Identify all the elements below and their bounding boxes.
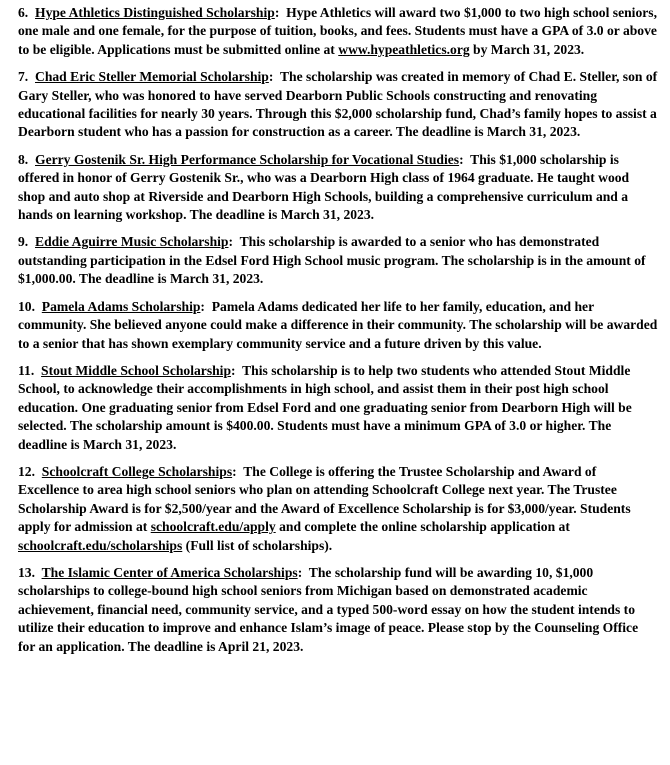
- entry-number: 11.: [18, 362, 35, 378]
- web-link[interactable]: schoolcraft.edu/apply: [150, 519, 276, 535]
- scholarship-name: Eddie Aguirre Music Scholarship: [35, 234, 229, 250]
- entry-description: Hype Athletics will award two $1,000 to two high school seniors, one male and one female, for the purpose of tuition, books, and fees. Students must have a GPA of 3.0 or above to be eligible. Applications must be submitted online at: [18, 5, 657, 57]
- entry-description: by March 31, 2023.: [469, 41, 585, 57]
- entry-number: 8.: [18, 151, 29, 167]
- web-link[interactable]: www.hypeathletics.org: [338, 41, 470, 57]
- entry-description: Pamela Adams dedicated her life to her family, education, and her community. She believed anyone could make a difference in their community. The scholarship will be awarded to a senior that has shown exemplary community service and a future driven by this value.: [18, 298, 658, 351]
- entry-description: This $1,000 scholarship is offered in honor of Gerry Gostenik Sr., who was a Dearborn High class of 1964 graduate. He taught wood shop and auto shop at Riverside and Dearborn High Schools, building a comprehensive curriculum and a hands on learning workshop. The deadline is March 31, 2023.: [18, 151, 630, 223]
- entry-description: (Full list of scholarships).: [182, 537, 333, 553]
- entry-description: This scholarship is to help two students who attended Stout Middle School, to acknowledge their accomplishments in high school, and assist them in their post high school education. One graduating senior from Edsel Ford and one graduating senior from Dearborn High will be selected. The scholarship amount is $400.00. Students must have a minimum GPA of 3.0 or higher. The deadline is March 31, 2023.: [18, 362, 632, 452]
- scholarship-entry: 9. Eddie Aguirre Music Scholarship: This scholarship is awarded to a senior who has demonstrated outstanding participation in the Edsel Ford High School music program. The scholarship is in the amount of $1,000.00. The deadline is March 31, 2023.: [18, 234, 646, 287]
- entry-number: 10.: [18, 298, 35, 314]
- scholarship-name: The Islamic Center of America Scholarships: [41, 564, 298, 580]
- entry-number: 6.: [18, 5, 29, 20]
- entry-description: The College is offering the Trustee Scholarship and Award of Excellence to area high school seniors who plan on attending Schoolcraft College next year. The Trustee Scholarship Award is for $2,500/year and the Award of Excellence Scholarship is for $3,000/year. Students apply for admission at: [18, 463, 631, 535]
- scholarship-name: Chad Eric Steller Memorial Scholarship: [35, 69, 269, 85]
- entry-description: The scholarship fund will be awarding 10, $1,000 scholarships to college-bound high school seniors from Michigan based on demonstrated academic achievement, financial need, community service, and a typed 500-word essay on how the student intends to utilize their education to improve and enhance Islam’s image of peace. Please stop by the Counseling Office for an application. The deadline is April 21, 2023.: [18, 564, 639, 654]
- scholarship-entry: 10. Pamela Adams Scholarship: Pamela Adams dedicated her life to her family, education, and her community. She believed anyone could make a difference in their community. The scholarship will be awarded to a senior that has shown exemplary community service and a future driven by this value.: [18, 298, 658, 351]
- scholarship-name: Pamela Adams Scholarship: [41, 298, 201, 314]
- entry-number: 7.: [18, 69, 29, 85]
- scholarship-entry: 7. Chad Eric Steller Memorial Scholarship: The scholarship was created in memory of Chad E. Steller, son of Gary Steller, who was honored to have served Dearborn Public Schools constructing and renovating educational facilities for nearly 30 years. Through this $2,000 scholarship fund, Chad’s family hopes to assist a Dearborn student who has a passion for construction as a career. The deadline is March 31, 2023.: [18, 69, 658, 140]
- entry-description: The scholarship was created in memory of Chad E. Steller, son of Gary Steller, who was honored to have served Dearborn Public Schools constructing and renovating educational facilities for nearly 30 years. Through this $2,000 scholarship fund, Chad’s family hopes to assist a Dearborn student who has a passion for construction as a career. The deadline is March 31, 2023.: [18, 69, 658, 140]
- scholarship-entry: 13. The Islamic Center of America Scholarships: The scholarship fund will be awarding 10, $1,000 scholarships to college-bound high school seniors from Michigan based on demonstrated academic achievement, financial need, community service, and a typed 500-word essay on how the student intends to utilize their education to improve and enhance Islam’s image of peace. Please stop by the Counseling Office for an application. The deadline is April 21, 2023.: [18, 564, 639, 654]
- scholarship-entry: 6. Hype Athletics Distinguished Scholarship: Hype Athletics will award two $1,000 to two high school seniors, one male and one female, for the purpose of tuition, books, and fees. Students must have a GPA of 3.0 or above to be eligible. Applications must be submitted online at www.hypeathletics.org by March 31, 2023.: [18, 5, 657, 57]
- scholarship-entry: 8. Gerry Gostenik Sr. High Performance Scholarship for Vocational Studies: This $1,000 scholarship is offered in honor of Gerry Gostenik Sr., who was a Dearborn High class of 1964 graduate. He taught wood shop and auto shop at Riverside and Dearborn High Schools, building a comprehensive curriculum and a hands on learning workshop. The deadline is March 31, 2023.: [18, 151, 630, 223]
- scholarship-name: Schoolcraft College Scholarships: [41, 463, 233, 479]
- entry-description: and complete the online scholarship application at: [275, 519, 570, 535]
- scholarship-name: Gerry Gostenik Sr. High Performance Scholarship for Vocational Studies: [35, 151, 460, 167]
- entry-number: 13.: [18, 564, 35, 580]
- scholarship-name: Stout Middle School Scholarship: [41, 362, 232, 378]
- scholarship-entry: 12. Schoolcraft College Scholarships: The College is offering the Trustee Scholarship and Award of Excellence to area high school seniors who plan on attending Schoolcraft College next year. The Trustee Scholarship Award is for $2,500/year and the Award of Excellence Scholarship is for $3,000/year. Students apply for admission at schoolcraft.edu/apply and complete the online scholarship application at schoolcraft.edu/scholarships (Full list of scholarships).: [18, 463, 631, 553]
- web-link[interactable]: schoolcraft.edu/scholarships: [18, 537, 183, 553]
- entry-number: 12.: [18, 463, 35, 479]
- entry-description: This scholarship is awarded to a senior who has demonstrated outstanding participation in the Edsel Ford High School music program. The scholarship is in the amount of $1,000.00. The deadline is March 31, 2023.: [18, 234, 646, 287]
- scholarship-list: [18, 4, 658, 656]
- scholarship-entry: 11. Stout Middle School Scholarship: This scholarship is to help two students who attended Stout Middle School, to acknowledge their accomplishments in high school, and assist them in their post high school education. One graduating senior from Edsel Ford and one graduating senior from Dearborn High will be selected. The scholarship amount is $400.00. Students must have a minimum GPA of 3.0 or higher. The deadline is March 31, 2023.: [18, 362, 632, 452]
- entry-number: 9.: [18, 234, 29, 250]
- scholarship-name: Hype Athletics Distinguished Scholarship: [35, 5, 275, 20]
